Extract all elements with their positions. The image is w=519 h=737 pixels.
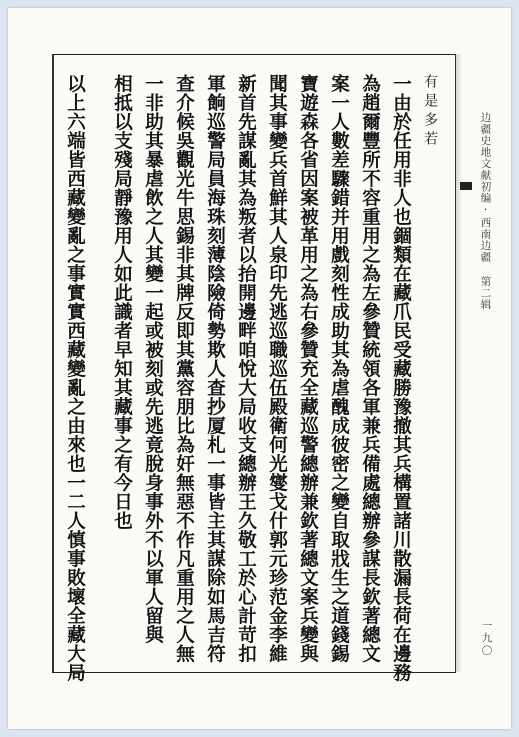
text-column-3: 案一人數差驟錯并用戲刻性成助其為虐醜成彼密之變自取戕生之道錢錫: [328, 74, 350, 663]
text-column-11: 以上六端皆西藏變亂之事實實西藏變亂之由來也一二人慎事敗壞全藏大局: [64, 74, 86, 682]
running-head: 边疆史地文献初编·西南边疆 第二辑: [479, 112, 492, 311]
text-column-9: 一非助其暴虐飲之人其變一起或被刻或先逃竟脫身事外不以軍人留與: [142, 74, 164, 644]
signature-line: 有是多若: [422, 74, 438, 150]
text-column-2: 為趙爾豐所不容重用之為左參贊統領各軍兼兵備處總辦參謀長欽著總文: [359, 74, 381, 663]
text-column-1: 一由於任用非人也錮類在藏爪民受藏勝豫撤其兵構置諸川散漏長荷在邊務: [390, 74, 412, 682]
book-page: [8, 8, 511, 729]
frame-left-rule: [52, 54, 54, 672]
frame-top-rule: [52, 54, 456, 55]
text-column-8: 查介候吳觀光牛思錫非其牌反即其黨容朋比為奸無惡不作凡重用之人無: [173, 74, 195, 663]
binding-crease: [456, 54, 462, 672]
text-column-4: 寶遊森各省因案被革用之為右參贊充全藏巡警總辦兼欽著總文案兵變與: [297, 74, 319, 663]
page-number: 一九〇: [480, 620, 493, 658]
text-column-7: 軍餉巡警局員海珠刻薄陰險倚勢欺人查抄厦札一事皆主其謀除如馬吉符: [204, 74, 226, 663]
edge-mark: [460, 182, 472, 190]
text-column-5: 聞其事變兵首鮮其人泉印先逃巡職巡伍殿衛何光燮戈什郭元珍范金李維: [266, 74, 288, 663]
text-column-6: 新首先謀亂其為叛者以抬開邊畔咱悅大局收支總辦王久敬工於心計苛扣: [235, 74, 257, 663]
text-column-10: 相抵以支殘局靜豫用人如此識者早知其藏事之有今日也: [111, 74, 133, 530]
